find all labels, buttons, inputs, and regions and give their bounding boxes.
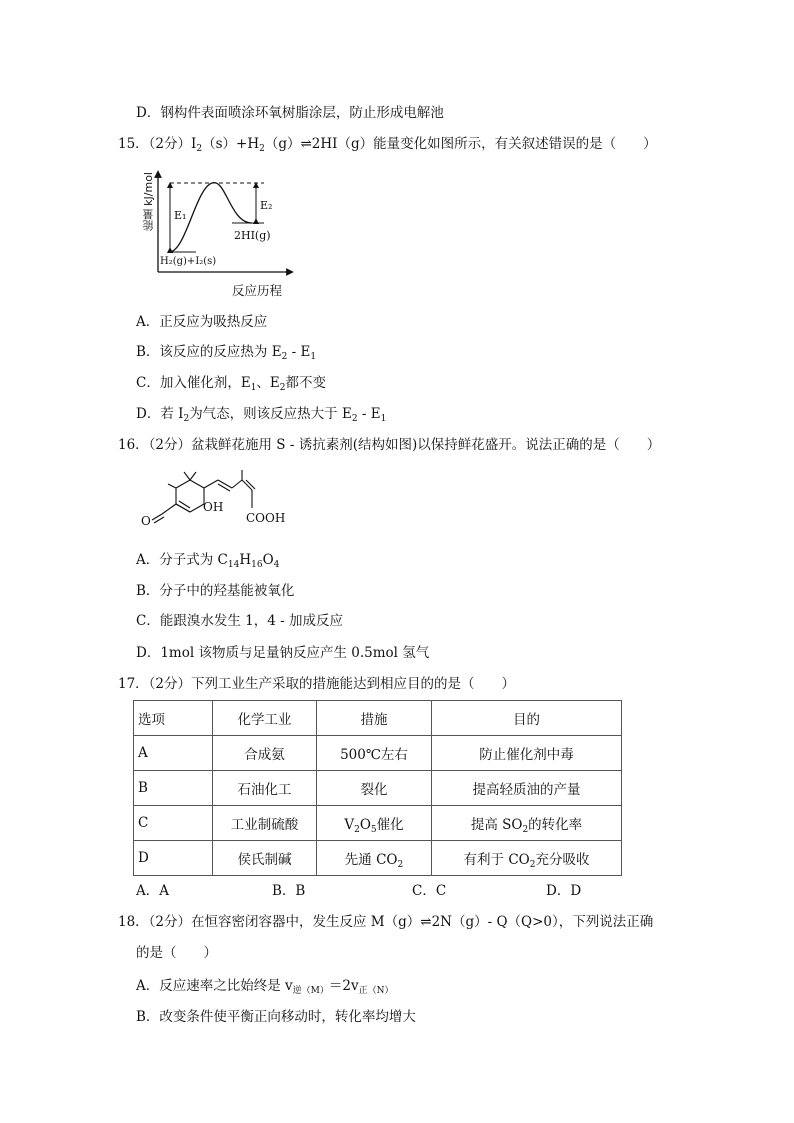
methyl-1 bbox=[184, 472, 190, 480]
cell-option: C bbox=[134, 806, 213, 841]
cell-option: D bbox=[134, 841, 213, 876]
cell-industry: 工业制硫酸 bbox=[213, 806, 317, 841]
cell-goal: 防止催化剂中毒 bbox=[432, 736, 622, 771]
energy-y-label: 能量 kJ/mol bbox=[142, 172, 155, 232]
cell-measure: 裂化 bbox=[317, 771, 432, 806]
ring-bond-2 bbox=[168, 484, 176, 488]
table-row bbox=[134, 771, 622, 806]
chain-2 bbox=[218, 480, 232, 488]
q16-option-d: D．1mol 该物质与足量钠反应产生 0.5mol 氢气 bbox=[136, 645, 430, 661]
header-goal: 目的 bbox=[432, 701, 622, 736]
header-industry: 化学工业 bbox=[213, 701, 317, 736]
q16-option-a: A．分子式为 $C_{14}H_{16}O_4$ bbox=[136, 552, 280, 570]
cell-industry: 石油化工 bbox=[213, 771, 317, 806]
methyl-2 bbox=[190, 472, 196, 480]
q14-option-d: D．钢构件表面喷涂环氧树脂涂层，防止形成电解池 bbox=[136, 105, 444, 121]
energy-x-label: 反应历程 bbox=[232, 283, 283, 298]
q16-stem: 16．（2分）盆栽鲜花施用 S - 诱抗素剂(结构如图)以保持鲜花盛开。说法正确的是（ ） bbox=[118, 437, 661, 453]
product-label: 2HI(g) bbox=[234, 229, 271, 242]
q17-answer-c: C．C bbox=[412, 883, 447, 899]
q18-stem-line1: 18．（2分）在恒容密闭容器中，发生反应 M（g）⇌2N（g）- Q（Q>0），下列说法正确 bbox=[118, 914, 654, 930]
cell-goal: 提高轻质油的产量 bbox=[432, 771, 622, 806]
cell-goal: 有利于 $CO_2$充分吸收 bbox=[432, 841, 622, 876]
structure-cooh-label: COOH bbox=[246, 511, 286, 525]
chain-3 bbox=[232, 480, 242, 488]
header-option: 选项 bbox=[134, 701, 213, 736]
q17-answer-b: B．B bbox=[272, 883, 306, 899]
q17-stem: 17．（2分）下列工业生产采取的措施能达到相应目的的是（ ） bbox=[118, 676, 516, 692]
table-row bbox=[134, 736, 622, 771]
table-row bbox=[134, 806, 622, 841]
q17-answer-a: A．A bbox=[136, 883, 169, 899]
cell-option: B bbox=[134, 771, 213, 806]
cell-measure: $V_2O_5$催化 bbox=[317, 806, 432, 841]
q17-table bbox=[133, 700, 622, 876]
q18-option-b: B．改变条件使平衡正向移动时，转化率均增大 bbox=[136, 1009, 416, 1025]
cell-goal: 提高 $SO_2$的转化率 bbox=[432, 806, 622, 841]
q18-option-a: A．反应速率之比始终是 $v_{逆(M)}=2v_{正(N)}$ bbox=[136, 978, 394, 996]
e2-label: E₂ bbox=[260, 199, 273, 212]
q16-option-c: C．能跟溴水发生 1，4 - 加成反应 bbox=[136, 613, 343, 629]
q15-option-a: A．正反应为吸热反应 bbox=[136, 314, 268, 330]
table-row bbox=[134, 841, 622, 876]
cell-measure: 500℃左右 bbox=[317, 736, 432, 771]
q15-option-b: B．该反应的反应热为 $E_2 - E_1$ bbox=[136, 344, 317, 362]
q17-answer-d: D．D bbox=[546, 883, 582, 899]
cell-measure: 先通 $CO_2$ bbox=[317, 841, 432, 876]
ring-bond bbox=[176, 504, 190, 512]
q15-stem: 15．（2分）$I_2(s)+H_2(g)\rightleftharpoons 2HI(g)$能量变化如图所示，有关叙述错误的是（ ） bbox=[118, 136, 657, 154]
q18-stem-line2: 的是（ ） bbox=[136, 945, 217, 961]
energy-diagram bbox=[148, 168, 298, 298]
cell-option: A bbox=[134, 736, 213, 771]
q16-option-b: B．分子中的羟基能被氧化 bbox=[136, 583, 295, 599]
reactant-label: H₂(g)+I₂(s) bbox=[160, 256, 217, 267]
q15-option-d: D．若 $I_2$为气态，则该反应热大于 $E_2 - E_1$ bbox=[136, 406, 387, 424]
cell-industry: 侯氏制碱 bbox=[213, 841, 317, 876]
table-header-row bbox=[134, 701, 622, 736]
header-measure: 措施 bbox=[317, 701, 432, 736]
cell-industry: 合成氨 bbox=[213, 736, 317, 771]
chain-1 bbox=[204, 480, 218, 488]
ring-to-ketone bbox=[162, 504, 176, 514]
q15-option-c: C．加入催化剂，$E_1$、$E_2$都不变 bbox=[136, 375, 327, 393]
chain-2-double bbox=[218, 484, 230, 491]
structure-o-label: O bbox=[141, 514, 151, 528]
ring bbox=[176, 480, 204, 512]
structure-oh-label: OH bbox=[203, 500, 224, 514]
e1-label: E₁ bbox=[174, 209, 187, 222]
chain-4-double bbox=[246, 480, 255, 489]
